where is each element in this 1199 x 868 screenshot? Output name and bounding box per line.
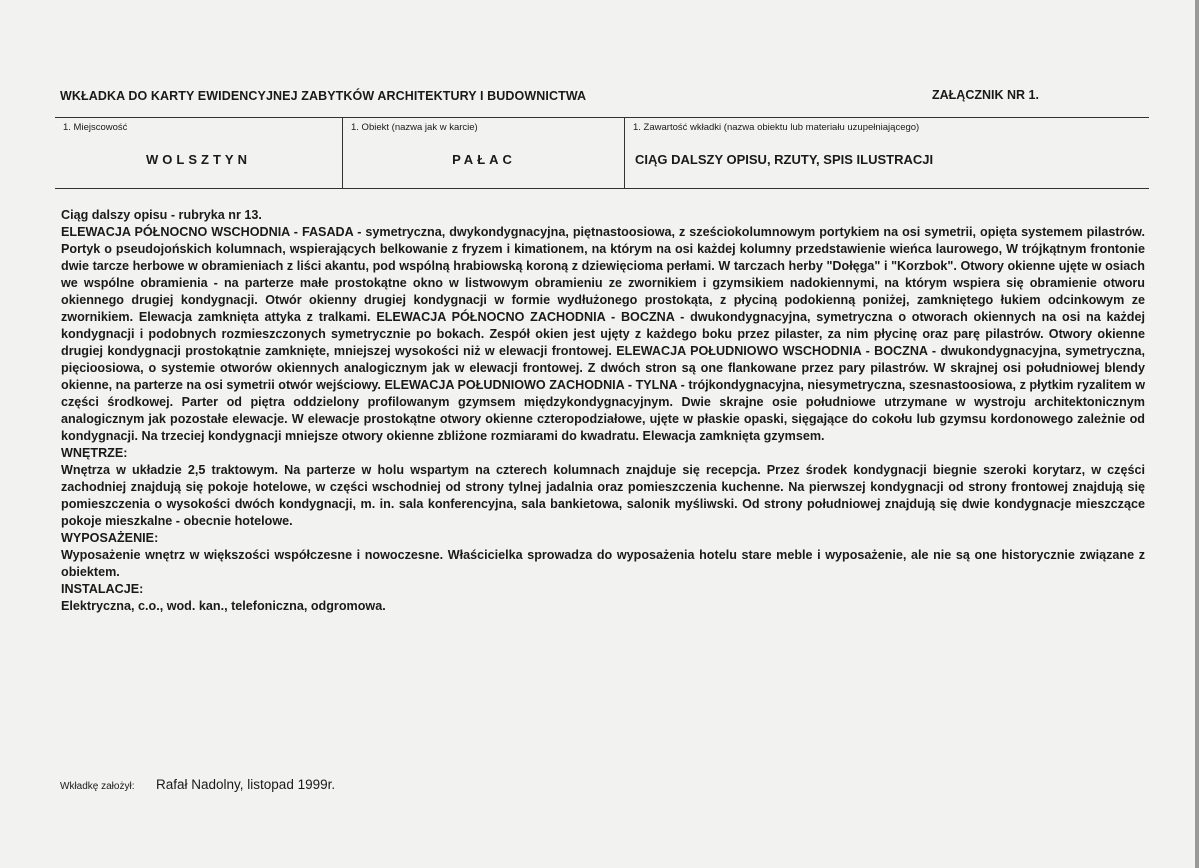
locality-cell [55,118,342,188]
installations-heading: INSTALACJE: [61,582,144,596]
scan-edge [1195,0,1199,868]
locality-label: 1. Miejscowość [63,122,128,133]
object-cell [342,118,625,188]
info-table [55,117,1149,189]
annex-label: ZAŁĄCZNIK NR 1. [932,88,1039,102]
author-value: Rafał Nadolny, listopad 1999r. [156,777,336,792]
interior-heading: WNĘTRZE: [61,446,128,460]
document-title: WKŁADKA DO KARTY EWIDENCYJNEJ ZABYTKÓW ARCHITEKTURY I BUDOWNICTWA [60,89,587,103]
author-label: Wkładkę założył: [60,781,135,792]
description-body [61,207,1145,615]
installations-paragraph: Elektryczna, c.o., wod. kan., telefoniczna, odgromowa. [61,599,386,613]
equipment-heading: WYPOSAŻENIE: [61,531,159,545]
elevations-paragraph: ELEWACJA PÓŁNOCNO WSCHODNIA - FASADA - symetryczna, dwykondygnacyjna, piętnastoosiowa, z sześciokolumnowym portykiem na osi symetrii, opięta systemem pilastrów. Portyk o pseudojońskich kolumnach, wspierających belkowanie z fryzem i kimationem, na którym na osi każdej kolumny przedstawienie wieńca laurowego, W trójkątnym frontonie dwie tarcze herbowe w obramieniach z liści akantu, pod wspólną hrabiowską koroną z dziewięcioma perłami. W tarczach herby "Dołęga" i "Korzbok". Otwory okienne ujęte w osiach we wspólne obramienia - na parterze małe prostokątne okno w listwowym obramieniu ze zwornikiem i gzymsikiem nadokiennymi, na którym wspiera się obramienie otworu okiennego drugiej kondygnacji. Otwór okienny drugiej kondygnacji w formie wydłużonego prostokąta, z płyciną podokienną poniżej, zamkniętego łukiem odcinkowym ze zwornikiem. Elewacja zamknięta attyka z tralkami. ELEWACJA PÓŁNOCNO ZACHODNIA - BOCZNA - dwukondygnacyjna, symetryczna o otworach okiennych na osi na każdej kondygnacji i podobnych rozmieszczonych symetrycznie po bokach. Zespół okien jest ujęty z każdego boku przez pilaster, za nim płycinę oraz parę pilastrów. Otwory okienne drugiej kondygnacji prostokątnie zamknięte, mniejszej wysokości niż w elewacji frontowej. ELEWACJA POŁUDNIOWO WSCHODNIA - BOCZNA - dwukondygnacyjna, symetryczna, pięcioosiowa, o systemie otworów okiennych analogicznym jak w elewacji frontowej. Z dwóch stron są one flankowane przez pary pilastrów. W skrajnej osi południowej blendy okienne, na parterze na osi symetrii otwór wejściowy. ELEWACJA POŁUDNIOWO ZACHODNIA - TYLNA - trójkondygnacyjna, niesymetryczna, szesnastoosiowa, z płytkim ryzalitem w części środkowej. Parter od piętra oddzielony profilowanym gzymsem międzykondygnacyjnym. Dwie skrajne osie południowe utrzymane w wystroju architektonicznym analogicznym jak pozostałe elewacje. W elewacje prostokątne otwory okienne czteropodziałowe, ujęte w płaskie opaski, sięgające do cokołu lub gzymsu kordonowego zależnie od kondygnacji. Na trzeciej kondygnacji mniejsze otwory okienne zbliżone rozmiarami do kwadratu. Elewacja zamknięta gzymsem. [61,225,1145,443]
content-value: CIĄG DALSZY OPISU, RZUTY, SPIS ILUSTRACJI [635,152,934,167]
content-cell [624,118,1150,188]
object-label: 1. Obiekt (nazwa jak w karcie) [351,122,478,133]
equipment-paragraph: Wyposażenie wnętrz w większości współczesne i nowoczesne. Właścicielka sprowadza do wyposażenia hotelu stare meble i wyposażenie, ale nie są one historycznie związane z obiektem. [61,548,1145,579]
content-label: 1. Zawartość wkładki (nazwa obiektu lub materiału uzupełniającego) [633,122,920,133]
locality-value: WOLSZTYN [146,152,251,167]
intro-line: Ciąg dalszy opisu - rubryka nr 13. [61,208,262,222]
interior-paragraph: Wnętrza w układzie 2,5 traktowym. Na parterze w holu wspartym na czterech kolumnach znajduje się recepcja. Przez środek kondygnacji biegnie szeroki korytarz, w części zachodniej znajdują się pokoje hotelowe, w części wschodniej od strony tylnej jadalnia oraz pomieszczenia kuchenne. Na pierwszej kondygnacji od strony frontowej znajdują się pomieszczenia o wysokości dwóch kondygnacji, m. in. sala konferencyjna, sala bankietowa, salonik myśliwski. Od strony południowej znajdują się dwie kondygnacje mieszczące pokoje mieszkalne - obecnie hotelowe. [61,463,1145,528]
object-value: PAŁAC [452,152,516,167]
